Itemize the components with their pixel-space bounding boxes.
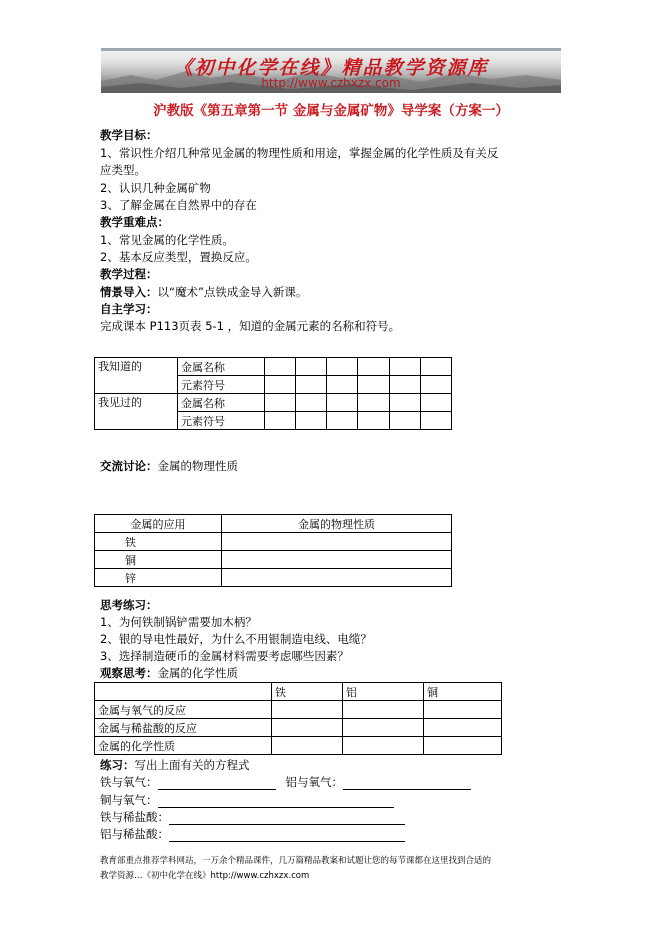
- header-application: 金属的应用: [95, 515, 222, 533]
- header-banner: [101, 48, 561, 93]
- eq-aluminum-acid: [100, 826, 405, 842]
- row-oxygen-reaction: 金属与氧气的反应: [95, 701, 272, 719]
- blank-cell[interactable]: [272, 719, 343, 737]
- document-title: 沪教版《第五章第一节 金属与金属矿物》导学案（方案一）: [153, 103, 509, 119]
- self-study-heading: 自主学习：: [100, 302, 158, 316]
- practice-line: [100, 757, 250, 773]
- eq-iron-acid-label: 铁与稀盐酸：: [100, 810, 169, 824]
- blank-cell[interactable]: [424, 701, 502, 719]
- exercise-q2: 2、银的导电性最好，为什么不用银制造电线、电缆？: [100, 632, 372, 646]
- header-aluminum: 铝: [343, 683, 424, 701]
- exercise-heading: 思考练习：: [100, 598, 158, 612]
- practice-label: 练习：: [100, 758, 135, 772]
- blank-cell[interactable]: [222, 551, 452, 569]
- blank-cell[interactable]: [265, 412, 296, 430]
- blank-cell[interactable]: [327, 412, 358, 430]
- observe-text: 金属的化学性质: [157, 666, 238, 680]
- discussion-line: [100, 458, 238, 474]
- intro-text: 以“魔术”点铁成金导入新课。: [157, 285, 308, 299]
- eq-aluminum-acid-label: 铝与稀盐酸：: [100, 827, 169, 841]
- footer-line-1: 教育部重点推荐学科网站，一万余个精品课件，几万篇精品教案和试题让您的每节课都在这里找到合适的: [100, 856, 492, 866]
- row-chemical-property: 金属的化学性质: [95, 737, 272, 755]
- elements-table: [94, 357, 452, 430]
- row-known-label: 我知道的: [95, 358, 178, 394]
- eq-copper-oxygen-label: 铜与氧气：: [100, 793, 158, 807]
- blank-cell[interactable]: [296, 394, 327, 412]
- goal-2: 2、认识几种金属矿物: [100, 181, 211, 195]
- blank-cell[interactable]: [272, 737, 343, 755]
- goals-heading: 教学目标：: [100, 128, 158, 142]
- row-iron: 铁: [95, 533, 222, 551]
- blank-cell[interactable]: [420, 358, 451, 376]
- blank-cell[interactable]: [343, 701, 424, 719]
- exercise-q1: 1、为何铁制锅铲需要加木柄？: [100, 615, 257, 629]
- row-acid-reaction: 金属与稀盐酸的反应: [95, 719, 272, 737]
- answer-line[interactable]: [158, 777, 276, 790]
- answer-line[interactable]: [169, 829, 405, 842]
- row-seen-label: 我见过的: [95, 394, 178, 430]
- cell-name-label: 金属名称: [178, 358, 265, 376]
- blank-cell[interactable]: [389, 376, 420, 394]
- eq-iron-oxygen-label: 铁与氧气：: [100, 775, 158, 789]
- intro-label: 情景导入：: [100, 285, 158, 299]
- footer-prefix: 教学资源…《初中化学在线》: [100, 871, 211, 881]
- blank-cell[interactable]: [358, 394, 389, 412]
- blank-cell[interactable]: [222, 533, 452, 551]
- banner-title: 《初中化学在线》精品教学资源库: [173, 57, 489, 79]
- cell-symbol-label: 元素符号: [178, 412, 265, 430]
- exercise-q3: 3、选择制造硬币的金属材料需要考虑哪些因素？: [100, 649, 349, 663]
- physical-properties-table: [94, 514, 452, 587]
- blank-cell[interactable]: [327, 376, 358, 394]
- blank-cell[interactable]: [358, 358, 389, 376]
- blank-cell[interactable]: [272, 701, 343, 719]
- footer-url[interactable]: http://www.czhxzx.com: [210, 871, 310, 881]
- goal-3: 3、了解金属在自然界中的存在: [100, 198, 257, 212]
- eq-aluminum-oxygen-label: 铝与氧气：: [285, 775, 343, 789]
- answer-line[interactable]: [158, 795, 394, 808]
- blank-cell[interactable]: [343, 737, 424, 755]
- blank-cell[interactable]: [296, 358, 327, 376]
- header-blank: [95, 683, 272, 701]
- blank-cell[interactable]: [420, 376, 451, 394]
- blank-cell[interactable]: [389, 394, 420, 412]
- blank-cell[interactable]: [222, 569, 452, 587]
- blank-cell[interactable]: [389, 412, 420, 430]
- blank-cell[interactable]: [265, 394, 296, 412]
- banner-url[interactable]: http://www.czhxzx.com: [261, 76, 401, 90]
- discussion-label: 交流讨论：: [100, 459, 158, 473]
- header-iron: 铁: [272, 683, 343, 701]
- observe-label: 观察思考：: [100, 666, 158, 680]
- cell-symbol-label: 元素符号: [178, 376, 265, 394]
- process-heading: 教学过程：: [100, 267, 158, 281]
- key-point-2: 2、基本反应类型，置换反应。: [100, 250, 257, 264]
- cell-name-label: 金属名称: [178, 394, 265, 412]
- blank-cell[interactable]: [358, 412, 389, 430]
- blank-cell[interactable]: [343, 719, 424, 737]
- discussion-text: 金属的物理性质: [157, 459, 238, 473]
- row-zinc: 锌: [95, 569, 222, 587]
- key-points-heading: 教学重难点：: [100, 215, 169, 229]
- intro-line: [100, 284, 307, 300]
- practice-text: 写出上面有关的方程式: [134, 758, 250, 772]
- header-copper: 铜: [424, 683, 502, 701]
- eq-iron-acid: [100, 809, 405, 825]
- self-study-text: 完成课本 P113页表 5-1 ，知道的金属元素的名称和符号。: [100, 319, 401, 333]
- blank-cell[interactable]: [389, 358, 420, 376]
- eq-copper-oxygen: [100, 792, 394, 808]
- blank-cell[interactable]: [420, 412, 451, 430]
- blank-cell[interactable]: [327, 358, 358, 376]
- chemical-properties-table: [94, 682, 502, 755]
- banner-top-bar: [101, 48, 561, 51]
- header-physical-property: 金属的物理性质: [222, 515, 452, 533]
- footer-line-2: [100, 869, 309, 884]
- blank-cell[interactable]: [296, 376, 327, 394]
- blank-cell[interactable]: [358, 376, 389, 394]
- row-copper: 铜: [95, 551, 222, 569]
- blank-cell[interactable]: [296, 412, 327, 430]
- goal-1-line-2: 应类型。: [100, 163, 146, 177]
- goal-1-line-1: 1、常识性介绍几种常见金属的物理性质和用途，掌握金属的化学性质及有关反: [100, 146, 499, 160]
- blank-cell[interactable]: [327, 394, 358, 412]
- observe-line: [100, 665, 238, 681]
- key-point-1: 1、常见金属的化学性质。: [100, 233, 234, 247]
- eq-iron-oxygen: [100, 774, 471, 790]
- answer-line[interactable]: [169, 812, 405, 825]
- blank-cell[interactable]: [420, 394, 451, 412]
- blank-cell[interactable]: [265, 358, 296, 376]
- blank-cell[interactable]: [424, 737, 502, 755]
- blank-cell[interactable]: [265, 376, 296, 394]
- blank-cell[interactable]: [424, 719, 502, 737]
- answer-line[interactable]: [343, 777, 471, 790]
